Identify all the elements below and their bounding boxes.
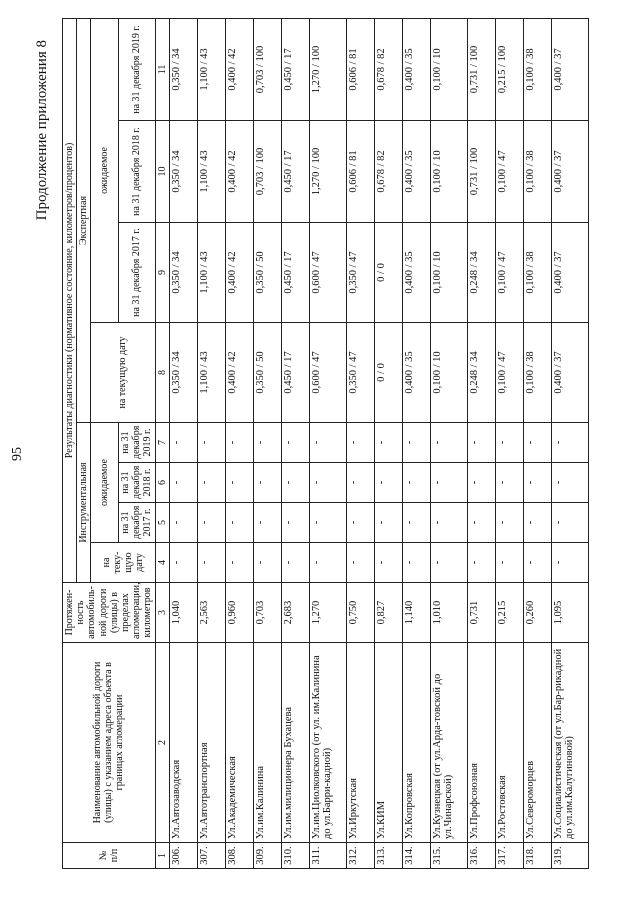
cell-i17: - — [551, 503, 588, 543]
cell-i17: - — [225, 503, 253, 543]
cell-length: 0,260 — [523, 583, 551, 643]
cell-i-cur: - — [467, 543, 495, 583]
cell-i18: - — [281, 463, 309, 503]
header-exp-2019: на 31 декабря 2019 г. — [118, 18, 155, 120]
cell-name: Ул.Автотранспортная — [197, 643, 225, 843]
cell-i19: - — [430, 423, 467, 463]
cell-i-cur: - — [225, 543, 253, 583]
cell-i-cur: - — [430, 543, 467, 583]
table-row — [309, 18, 346, 868]
cell-i17: - — [402, 503, 430, 543]
cell-i19: - — [467, 423, 495, 463]
cell-i18: - — [402, 463, 430, 503]
cell-name: Ул.им.Калинина — [253, 643, 281, 843]
cell-i18: - — [495, 463, 523, 503]
cell-i18: - — [551, 463, 588, 503]
cell-i-cur: - — [402, 543, 430, 583]
cell-i19: - — [402, 423, 430, 463]
cell-i-cur: - — [346, 543, 374, 583]
cell-e17: 0,450 / 17 — [281, 223, 309, 323]
cell-i19: - — [225, 423, 253, 463]
cell-e17: 0,350 / 47 — [346, 223, 374, 323]
col-number: 6 — [155, 463, 169, 503]
col-number: 5 — [155, 503, 169, 543]
cell-e-cur: 0,100 / 10 — [430, 323, 467, 423]
cell-no: 309. — [253, 843, 281, 869]
header-no: № п/п — [63, 843, 156, 869]
cell-i17: - — [495, 503, 523, 543]
cell-name: Ул.Ростовская — [495, 643, 523, 843]
cell-i19: - — [281, 423, 309, 463]
cell-i17: - — [281, 503, 309, 543]
header-instrumental: Инструментальная — [77, 423, 91, 583]
cell-name: Ул.Североморцев — [523, 643, 551, 843]
cell-i17: - — [523, 503, 551, 543]
col-number: 1 — [155, 843, 169, 869]
cell-i19: - — [495, 423, 523, 463]
cell-e17: 0,400 / 37 — [551, 223, 588, 323]
cell-e19: 0,400 / 37 — [551, 18, 588, 120]
cell-e18: 0,731 / 100 — [467, 121, 495, 223]
cell-e19: 0,100 / 10 — [430, 18, 467, 120]
cell-no: 306. — [169, 843, 197, 869]
cell-i19: - — [197, 423, 225, 463]
cell-name: Ул.им.милиционера Бухацева — [281, 643, 309, 843]
cell-length: 0,750 — [346, 583, 374, 643]
header-exp-2017: на 31 декабря 2017 г. — [118, 223, 155, 323]
cell-e19: 0,400 / 42 — [225, 18, 253, 120]
cell-no: 310. — [281, 843, 309, 869]
cell-i17: - — [346, 503, 374, 543]
col-number: 4 — [155, 543, 169, 583]
cell-i18: - — [346, 463, 374, 503]
cell-e17: 1,100 / 43 — [197, 223, 225, 323]
cell-e-cur: 0,350 / 50 — [253, 323, 281, 423]
cell-i17: - — [467, 503, 495, 543]
cell-i-cur: - — [281, 543, 309, 583]
cell-i18: - — [309, 463, 346, 503]
table-row — [253, 18, 281, 868]
cell-length: 1,010 — [430, 583, 467, 643]
cell-e18: 0,100 / 10 — [430, 121, 467, 223]
cell-e18: 0,400 / 37 — [551, 121, 588, 223]
cell-e18: 0,100 / 38 — [523, 121, 551, 223]
cell-i18: - — [467, 463, 495, 503]
cell-i19: - — [309, 423, 346, 463]
cell-e-cur: 0,100 / 38 — [523, 323, 551, 423]
cell-e18: 0,400 / 42 — [225, 121, 253, 223]
cell-length: 1,095 — [551, 583, 588, 643]
cell-length: 0,960 — [225, 583, 253, 643]
table-row — [169, 18, 197, 868]
cell-e19: 1,100 / 43 — [197, 18, 225, 120]
table-row — [402, 18, 430, 868]
cell-e19: 0,678 / 82 — [374, 18, 402, 120]
cell-no: 317. — [495, 843, 523, 869]
cell-e-cur: 0,600 / 47 — [309, 323, 346, 423]
cell-i-cur: - — [374, 543, 402, 583]
cell-e18: 1,270 / 100 — [309, 121, 346, 223]
col-number: 7 — [155, 423, 169, 463]
cell-name: Ул.Иркутская — [346, 643, 374, 843]
cell-i18: - — [225, 463, 253, 503]
header-instr-expected: ожидаемое — [91, 423, 119, 543]
cell-name: Ул.Академическая — [225, 643, 253, 843]
table-row — [430, 18, 467, 868]
cell-i-cur: - — [523, 543, 551, 583]
cell-e18: 0,450 / 17 — [281, 121, 309, 223]
cell-i19: - — [551, 423, 588, 463]
cell-no: 315. — [430, 843, 467, 869]
cell-i-cur: - — [495, 543, 523, 583]
cell-length: 2,683 — [281, 583, 309, 643]
header-exp-current: на текущую дату — [91, 323, 155, 423]
cell-i-cur: - — [253, 543, 281, 583]
cell-i18: - — [523, 463, 551, 503]
cell-i-cur: - — [551, 543, 588, 583]
cell-e-cur: 0,100 / 47 — [495, 323, 523, 423]
col-number: 3 — [155, 583, 169, 643]
cell-i18: - — [430, 463, 467, 503]
cell-i17: - — [374, 503, 402, 543]
table-row — [197, 18, 225, 868]
cell-e19: 0,400 / 35 — [402, 18, 430, 120]
cell-e18: 0,606 / 81 — [346, 121, 374, 223]
cell-e17: 0,100 / 10 — [430, 223, 467, 323]
cell-no: 319. — [551, 843, 588, 869]
cell-e18: 0,350 / 34 — [169, 121, 197, 223]
cell-i-cur: - — [309, 543, 346, 583]
header-expert: Экспертная — [77, 18, 91, 422]
cell-e17: 0 / 0 — [374, 223, 402, 323]
cell-no: 308. — [225, 843, 253, 869]
cell-no: 312. — [346, 843, 374, 869]
cell-i17: - — [253, 503, 281, 543]
cell-e17: 0,350 / 50 — [253, 223, 281, 323]
cell-no: 318. — [523, 843, 551, 869]
cell-e-cur: 1,100 / 43 — [197, 323, 225, 423]
cell-length: 1,040 — [169, 583, 197, 643]
col-number: 8 — [155, 323, 169, 423]
cell-e19: 0,215 / 100 — [495, 18, 523, 120]
table-row — [346, 18, 374, 868]
cell-i19: - — [523, 423, 551, 463]
cell-name: Ул.КИМ — [374, 643, 402, 843]
cell-i-cur: - — [169, 543, 197, 583]
cell-e-cur: 0 / 0 — [374, 323, 402, 423]
col-number: 9 — [155, 223, 169, 323]
cell-e18: 0,703 / 100 — [253, 121, 281, 223]
cell-i19: - — [169, 423, 197, 463]
cell-length: 0,827 — [374, 583, 402, 643]
cell-name: Ул.Кузнецкая (от ул.Арда-товской до ул.Чинарской) — [430, 643, 467, 843]
cell-e19: 0,703 / 100 — [253, 18, 281, 120]
header-instr-2019: на 31 декабря 2019 г. — [118, 423, 155, 463]
table-row — [281, 18, 309, 868]
cell-e19: 0,350 / 34 — [169, 18, 197, 120]
cell-e-cur: 0,350 / 47 — [346, 323, 374, 423]
cell-i17: - — [197, 503, 225, 543]
cell-i17: - — [309, 503, 346, 543]
header-instr-2017: на 31 декабря 2017 г. — [118, 503, 155, 543]
cell-name: Ул.Копровская — [402, 643, 430, 843]
cell-length: 2,563 — [197, 583, 225, 643]
header-exp-expected: ожидаемое — [91, 18, 119, 322]
cell-e-cur: 0,400 / 42 — [225, 323, 253, 423]
cell-no: 311. — [309, 843, 346, 869]
cell-e17: 0,100 / 38 — [523, 223, 551, 323]
cell-name: Ул.им.Циолковского (от ул. им.Калинина до ул.Барри-кадной) — [309, 643, 346, 843]
table-row — [523, 18, 551, 868]
table-body — [169, 18, 588, 868]
table-row — [374, 18, 402, 868]
cell-i19: - — [253, 423, 281, 463]
cell-i18: - — [197, 463, 225, 503]
cell-name: Ул.Социалистическая (от ул.Бар-рикадной до ул.им.Калугиновой) — [551, 643, 588, 843]
cell-e-cur: 0,400 / 37 — [551, 323, 588, 423]
table-row — [495, 18, 523, 868]
header-instr-2018: на 31 декабря 2018 г. — [118, 463, 155, 503]
cell-e17: 0,400 / 35 — [402, 223, 430, 323]
cell-e18: 0,400 / 35 — [402, 121, 430, 223]
cell-e18: 1,100 / 43 — [197, 121, 225, 223]
cell-i18: - — [374, 463, 402, 503]
cell-i17: - — [169, 503, 197, 543]
cell-e19: 0,731 / 100 — [467, 18, 495, 120]
cell-i18: - — [253, 463, 281, 503]
cell-e-cur: 0,350 / 34 — [169, 323, 197, 423]
cell-e-cur: 0,450 / 17 — [281, 323, 309, 423]
table-row — [467, 18, 495, 868]
cell-no: 307. — [197, 843, 225, 869]
cell-e17: 0,350 / 34 — [169, 223, 197, 323]
cell-e17: 0,100 / 47 — [495, 223, 523, 323]
cell-i17: - — [430, 503, 467, 543]
col-number: 10 — [155, 121, 169, 223]
cell-i18: - — [169, 463, 197, 503]
cell-length: 0,731 — [467, 583, 495, 643]
cell-e-cur: 0,248 / 34 — [467, 323, 495, 423]
cell-length: 1,140 — [402, 583, 430, 643]
cell-e18: 0,100 / 47 — [495, 121, 523, 223]
col-number: 2 — [155, 643, 169, 843]
col-number: 11 — [155, 18, 169, 120]
cell-no: 313. — [374, 843, 402, 869]
continuation-title: Продолжение приложения 8 — [34, 40, 50, 221]
cell-e19: 1,270 / 100 — [309, 18, 346, 120]
cell-e19: 0,450 / 17 — [281, 18, 309, 120]
cell-length: 0,703 — [253, 583, 281, 643]
header-results: Результаты диагностики (нормативное состояние, километров/процентов) — [63, 18, 77, 582]
cell-e19: 0,100 / 38 — [523, 18, 551, 120]
cell-length: 1,270 — [309, 583, 346, 643]
cell-e17: 0,600 / 47 — [309, 223, 346, 323]
header-instr-current: на теку-щую дату — [91, 543, 155, 583]
cell-e18: 0,678 / 82 — [374, 121, 402, 223]
diagnostics-table — [62, 18, 589, 869]
cell-length: 0,215 — [495, 583, 523, 643]
cell-e17: 0,248 / 34 — [467, 223, 495, 323]
header-exp-2018: на 31 декабря 2018 г. — [118, 121, 155, 223]
cell-e19: 0,606 / 81 — [346, 18, 374, 120]
cell-no: 316. — [467, 843, 495, 869]
cell-e-cur: 0,400 / 35 — [402, 323, 430, 423]
page-number: 95 — [10, 447, 25, 461]
cell-name: Ул.Автозаводская — [169, 643, 197, 843]
cell-no: 314. — [402, 843, 430, 869]
cell-name: Ул.Профсоюзная — [467, 643, 495, 843]
cell-i19: - — [346, 423, 374, 463]
header-name: Наименование автомобильной дороги (улицы) с указанием адреса объекта в границах агломерации — [63, 643, 156, 843]
cell-i19: - — [374, 423, 402, 463]
table-row — [225, 18, 253, 868]
table-row — [551, 18, 588, 868]
cell-e17: 0,400 / 42 — [225, 223, 253, 323]
header-length: Протяжен-ность автомобиль-ной дороги (улицы) в пределах агломерации, километров — [63, 583, 156, 643]
cell-i-cur: - — [197, 543, 225, 583]
